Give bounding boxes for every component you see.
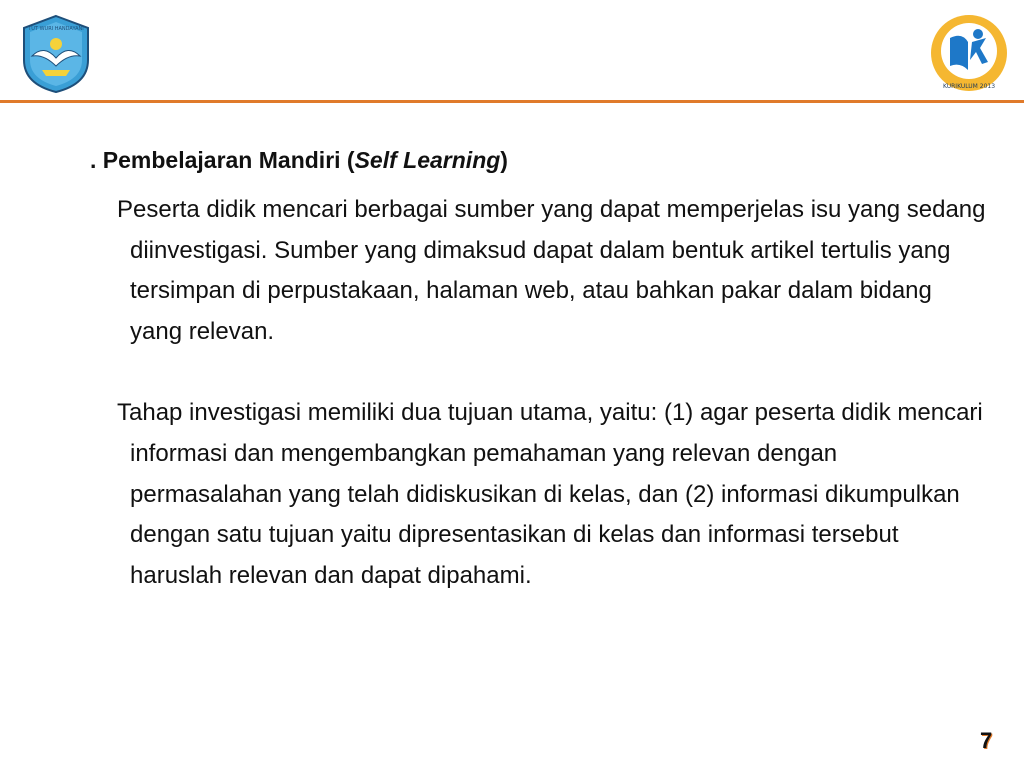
slide-content — [90, 146, 990, 637]
section-heading — [90, 146, 990, 176]
page-number: 7 — [980, 728, 993, 753]
heading-prefix: . Pembelajaran Mandiri ( — [90, 147, 355, 173]
paragraph-sources: Peserta didik mencari berbagai sumber yang dapat memperjelas isu yang sedang diinvestigasi. Sumber yang dimaksud dapat dalam bentuk artikel tertulis yang tersimpan di perpustakaan, halaman web, atau bahkan pakar dalam bidang yang relevan. — [117, 195, 986, 346]
heading-italic: Self Learning — [354, 147, 501, 173]
kurikulum-2013-logo-icon — [928, 12, 1010, 96]
tut-wuri-handayani-emblem-icon — [18, 14, 94, 94]
heading-suffix: ) — [500, 147, 508, 173]
kurikulum-lettering: KURIKULUM 2013 — [942, 83, 996, 90]
paragraph-investigation: Tahap investigasi memiliki dua tujuan utama, yaitu: (1) agar peserta didik mencari informasi dan mengembangkan pemahaman yang relevan dengan permasalahan yang telah didiskusikan di kelas, dan (2) informasi dikumpulkan dengan satu tujuan yaitu dipresentasikan di kelas dan informasi tersebut haruslah relevan dan dapat dipahami. — [117, 399, 983, 590]
emblem-lettering: TUT WURI HANDAYANI — [28, 26, 84, 32]
header-divider — [0, 100, 1024, 103]
